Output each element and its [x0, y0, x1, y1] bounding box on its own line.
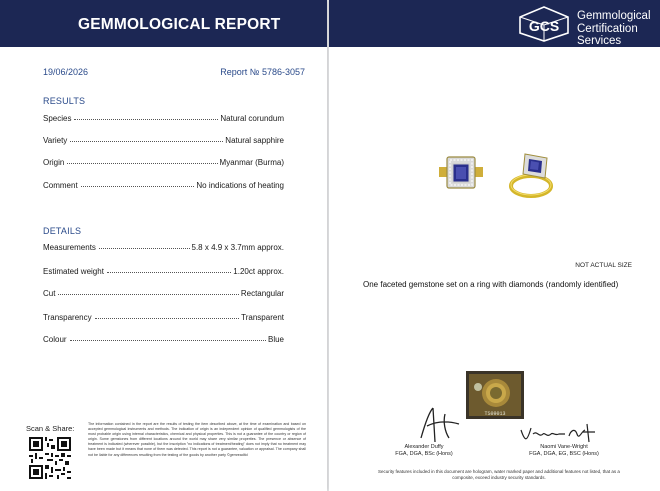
qr-code-icon[interactable] [29, 437, 71, 479]
security-features-note: Security features included in this document are hologram, water marked paper and additional features not listed, that as a composite, exceed industry security standards. [378, 469, 620, 480]
hologram-serial: TS09013 [484, 411, 506, 417]
dot-leader [70, 141, 223, 142]
dot-leader [67, 163, 217, 164]
detail-row-colour [43, 332, 284, 344]
signatory-credentials: FGA, DGA, BSc (Hons) [395, 451, 453, 457]
item-description: One faceted gemstone set on a ring with diamonds (randomly identified) [363, 280, 619, 289]
ring-side-view-image [507, 148, 559, 202]
row-label: Cut [43, 289, 56, 298]
detail-row-cut [43, 286, 284, 298]
signatory-name: Naomi Vane-Wright [540, 444, 588, 450]
signature-duffy-icon [415, 404, 465, 444]
detail-row-weight [43, 264, 284, 276]
row-label: Measurements [43, 243, 96, 252]
row-value: 1.20ct approx. [233, 267, 284, 276]
details-heading: DETAILS [43, 226, 82, 236]
row-label: Transparency [43, 313, 92, 322]
scan-share-label: Scan & Share: [26, 424, 75, 433]
signatory-1 [369, 444, 479, 458]
dot-leader [81, 186, 195, 187]
brand-monogram: GCS [528, 18, 560, 34]
signatory-credentials: FGA, DGA, EG, BSC (Hons) [529, 451, 599, 457]
not-actual-size-note: NOT ACTUAL SIZE [575, 262, 632, 269]
row-value: Transparent [241, 313, 284, 322]
row-label: Species [43, 114, 72, 123]
signatory-name: Alexander Duffy [404, 444, 444, 450]
row-value: Natural sapphire [225, 136, 284, 145]
row-label: Colour [43, 335, 67, 344]
header-band [329, 0, 660, 47]
row-value: 5.8 x 4.9 x 3.7mm approx. [191, 243, 284, 252]
row-label: Estimated weight [43, 267, 104, 276]
report-number: Report № 5786-3057 [220, 67, 305, 77]
detail-row-transparency [43, 310, 284, 322]
row-value: Natural corundum [220, 114, 284, 123]
signature-vane-wright-icon [519, 420, 599, 446]
report-left-page [0, 0, 327, 491]
result-row-species [43, 111, 284, 123]
brand-line-1: Gemmological [577, 10, 651, 22]
report-right-page [329, 0, 660, 491]
gcs-logo-icon [515, 5, 573, 43]
results-heading: RESULTS [43, 96, 86, 106]
report-title: GEMMOLOGICAL REPORT [78, 16, 281, 33]
ring-top-view-image [437, 152, 485, 194]
row-value: No indications of heating [196, 181, 284, 190]
dot-leader [70, 340, 266, 341]
brand-line-3: Services [577, 35, 622, 47]
signatory-2 [509, 444, 619, 458]
result-row-comment [43, 178, 284, 190]
brand-name [577, 10, 651, 48]
header-band [0, 0, 327, 47]
dot-leader [74, 119, 218, 120]
dot-leader [95, 318, 240, 319]
result-row-origin [43, 155, 284, 167]
row-label: Comment [43, 181, 78, 190]
disclaimer-text: The information contained in the report are the results of testing the item described above, at the time of examination and based on accepted gemmological instruments and methods. The indication of origin is an independent opinion of qualified gemmologists of the most probable origin using internal characteristics, chemical and physical properties. This is not a guarantee of the country or region of origin. Some gemstones from different locations around the world may share very similar properties. The presence or absence of treatment is indicated (wherever possible), but the inscription "no indications of treatment/heating" does not imply that no treatment may have been made but it means that none of them was detected. This report is not a guarantee, valuation or appraisal. The company shall not be liable for any differences resulting from the testing of the goods by another party ©gemreadltd [88, 422, 306, 457]
hologram-seal-icon [466, 371, 524, 419]
row-label: Origin [43, 158, 65, 167]
row-value: Myanmar (Burma) [219, 158, 284, 167]
row-value: Rectangular [240, 289, 284, 298]
detail-row-measurements [43, 240, 284, 252]
report-date: 19/06/2026 [43, 67, 89, 77]
brand-line-2: Certification [577, 22, 638, 35]
row-label: Variety [43, 136, 68, 145]
dot-leader [107, 272, 231, 273]
dot-leader [58, 294, 238, 295]
dot-leader [99, 248, 190, 249]
row-value: Blue [267, 335, 284, 344]
result-row-variety [43, 133, 284, 145]
